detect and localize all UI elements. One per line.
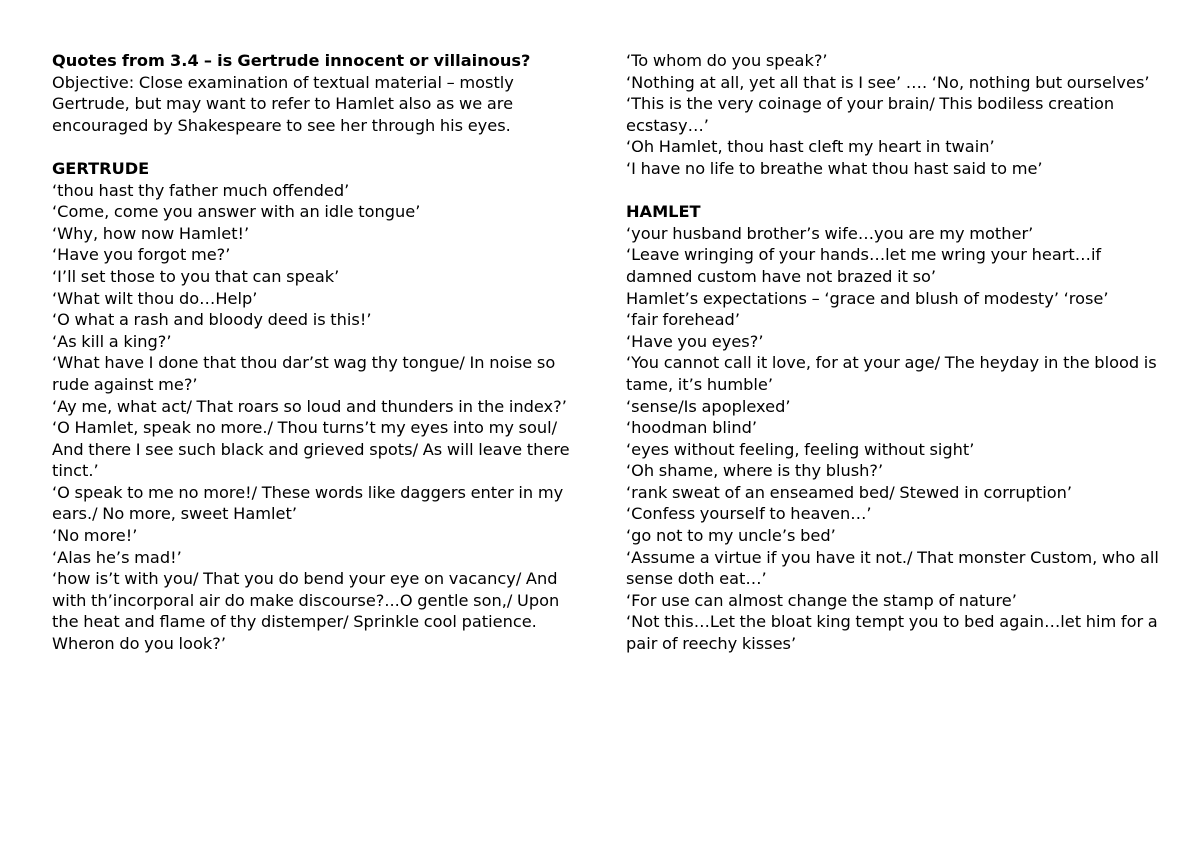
hamlet-quote: ‘hoodman blind’ [626,418,758,438]
hamlet-quote: ‘You cannot call it love, for at your age/ The heyday in the blood is tame, it’s humble’ [626,353,1157,394]
spacer [626,180,1166,202]
hamlet-quote: ‘fair forehead’ [626,310,740,330]
hamlet-quote: ‘Have you eyes?’ [626,331,764,351]
gertrude-quote: ‘To whom do you speak?’ [626,51,828,70]
left-column [52,50,580,655]
hamlet-quote: ‘Leave wringing of your hands…let me wring your heart…if damned custom have not brazed it so’ [626,245,1102,286]
hamlet-quote: ‘Confess yourself to heaven…’ [626,504,872,524]
gertrude-quote: ‘Nothing at all, yet all that is I see’ …. ‘No, nothing but ourselves’ [626,72,1150,92]
right-column [626,50,1166,655]
gertrude-quote: ‘I’ll set those to you that can speak’ [52,266,340,286]
hamlet-quote: ‘Assume a virtue if you have it not./ That monster Custom, who all sense doth eat…’ [626,547,1159,589]
gertrude-quote: ‘Come, come you answer with an idle tongue’ [52,202,421,222]
gertrude-quote: ‘What wilt thou do…Help’ [52,288,258,308]
hamlet-quote: ‘eyes without feeling, feeling without sight’ [626,439,975,459]
hamlet-quote: ‘Oh shame, where is thy blush?’ [626,461,884,481]
hamlet-quote: ‘go not to my uncle’s bed’ [626,526,836,546]
gertrude-quote: ‘This is the very coinage of your brain/ This bodiless creation ecstasy…’ [626,94,1115,135]
gertrude-quote: ‘Oh Hamlet, thou hast cleft my heart in twain’ [626,137,995,157]
gertrude-quote: ‘I have no life to breathe what thou hast said to me’ [626,158,1043,178]
hamlet-quote: Hamlet’s expectations – ‘grace and blush of modesty’ ‘rose’ [626,288,1109,308]
objective-text: Objective: Close examination of textual material – mostly Gertrude, but may want to refer to Hamlet also as we are encouraged by Shakespeare to see her through his eyes. [52,72,514,135]
hamlet-quote: ‘Not this…Let the bloat king tempt you to bed again…let him for a pair of reechy kisses’ [626,612,1158,654]
gertrude-quote: ‘how is’t with you/ That you do bend your eye on vacancy/ And with th’incorporal air do make discourse?...O gentle son,/ Upon the heat and flame of thy distemper/ Sprinkle cool patience. Wheron do you look?’ [52,569,560,654]
gertrude-quote: ‘What have I done that thou dar’st wag thy tongue/ In noise so rude against me?’ [52,353,556,394]
gertrude-quote: ‘Have you forgot me?’ [52,245,231,265]
gertrude-quote: ‘Why, how now Hamlet!’ [52,223,250,243]
hamlet-quote: ‘your husband brother’s wife…you are my mother’ [626,223,1034,243]
gertrude-quote: ‘Ay me, what act/ That roars so loud and thunders in the index?’ [52,396,567,416]
gertrude-quote: ‘No more!’ [52,526,138,546]
hamlet-quote: ‘sense/Is apoplexed’ [626,396,791,416]
gertrude-heading: GERTRUDE [52,158,150,178]
gertrude-quote: ‘thou hast thy father much offended’ [52,180,350,200]
hamlet-quote: ‘rank sweat of an enseamed bed/ Stewed in corruption’ [626,482,1073,502]
gertrude-quote: ‘O what a rash and bloody deed is this!’ [52,310,372,330]
hamlet-quote: ‘For use can almost change the stamp of nature’ [626,590,1017,610]
spacer [52,136,580,158]
gertrude-quote: ‘Alas he’s mad!’ [52,547,182,567]
document-title: Quotes from 3.4 – is Gertrude innocent or villainous? [52,51,531,70]
gertrude-quote: ‘As kill a king?’ [52,331,172,351]
gertrude-quote: ‘O speak to me no more!/ These words like daggers enter in my ears./ No more, sweet Hamlet’ [52,482,564,524]
hamlet-heading: HAMLET [626,202,701,222]
gertrude-quote: ‘O Hamlet, speak no more./ Thou turns’t my eyes into my soul/ And there I see such black and grieved spots/ As will leave there tinct.’ [52,418,570,481]
